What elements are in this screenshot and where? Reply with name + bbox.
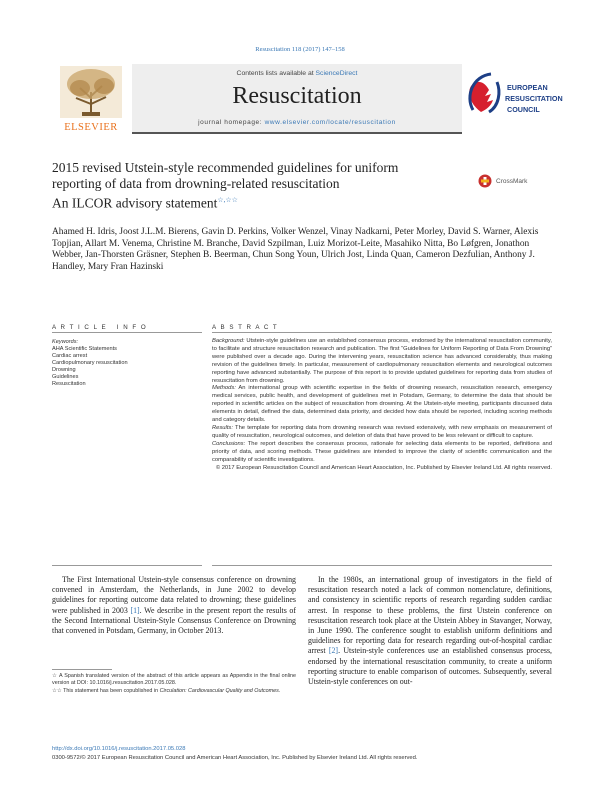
title-line-3-text: An ILCOR advisory statement xyxy=(52,195,218,211)
abstract-results xyxy=(212,425,552,441)
article-title xyxy=(52,160,472,212)
keyword-item: Guidelines xyxy=(52,374,79,380)
crossmark-icon xyxy=(478,174,492,188)
title-footnote-marks[interactable]: ☆,☆☆ xyxy=(217,196,238,204)
footnote-1-mark: ☆ xyxy=(52,673,58,679)
keyword-list xyxy=(52,346,202,388)
contents-prefix: Contents lists available at xyxy=(236,70,316,77)
body-text-a: The First International Utstein-style consensus conference on drowning convened in Amsterdam, the Netherlands, in June 2002 to develop guidelines for reporting outcome data related to drowning; these guidelines were published in 2003 xyxy=(52,575,296,615)
body-column-left xyxy=(52,575,296,636)
erc-line1: EUROPEAN xyxy=(507,83,548,92)
keyword-item: Drowning xyxy=(52,367,76,373)
keyword-item: Cardiopulmonary resuscitation xyxy=(52,360,128,366)
conclusions-text: The report describes the consensus process, rationale for selecting data elements to be reported, definitions and priority of data, and scoring methods. These guidelines are intended to improve the clarity of scientific communication and the comparability of scientific investigations. xyxy=(212,440,552,463)
keyword-item: Cardiac arrest xyxy=(52,353,88,359)
homepage-link[interactable]: www.elsevier.com/locate/resuscitation xyxy=(264,119,396,126)
body-text-b: . We describe in the present report the results of the Second International Utstein-Style Consensus Conference on Drowning that convened in Potsdam, Germany, in October 2013. xyxy=(52,605,296,636)
erc-line2: RESUSCITATION xyxy=(505,94,563,103)
issn-copyright: 0300-9572/© 2017 European Resuscitation Council and American Heart Association, Inc. Published by Elsevier Ireland Ltd. All rights reserved. xyxy=(52,755,418,761)
journal-banner xyxy=(132,64,462,134)
abstract-methods xyxy=(212,385,552,425)
title-line-1: 2015 revised Utstein-style recommended guidelines for uniform xyxy=(52,160,399,175)
reference-link[interactable]: [2] xyxy=(328,646,339,656)
crossmark-label: CrossMark xyxy=(496,177,528,185)
body-paragraph xyxy=(308,575,552,687)
background-label: Background: xyxy=(212,338,245,344)
footnote-2-text-a: This statement has been copublished in xyxy=(61,687,160,694)
body-text-a: In the 1980s, an international group of investigators in the field of resuscitation research noted a lack of common nomenclature, definitions, and consistency in scientific reports of research regarding sudden cardiac arrest. In response to these problems, the first Utstein conference on resuscitation research took place at the Utstein Abbey in Stavanger, Norway, in June 1990. The conference sought to establish uniform definitions and guidelines for reporting data for research regarding out-of-hospital cardiac arrest xyxy=(308,575,552,656)
homepage-prefix: journal homepage: xyxy=(198,119,265,126)
homepage-line xyxy=(132,119,462,126)
abstract-rule xyxy=(212,332,552,333)
footnote-2-mark: ☆☆ xyxy=(52,687,62,694)
sciencedirect-link[interactable]: ScienceDirect xyxy=(315,70,358,77)
article-info-rule xyxy=(52,332,202,333)
reference-link[interactable]: [1] xyxy=(130,605,140,615)
background-text: Utstein-style guidelines use an established consensus process, endorsed by the international resuscitation community, to facilitate and structure resuscitation research and publication. The first “Guidelines for Uniform Reporting of Data From Drowning” were published over a decade ago. During the intervening years, resuscitation science has advanced considerably, thus making revision of the guidelines timely. In particular, measurement of cardiopulmonary resuscitation elements and neurological outcomes reporting have advanced substantially. The purpose of this report is to provide updated guidelines for reporting data from studies of resuscitation from drowning. xyxy=(212,338,552,384)
footnotes xyxy=(52,673,296,695)
article-info-bottom-rule xyxy=(52,565,202,566)
contents-line xyxy=(132,70,462,77)
title-line-3 xyxy=(52,192,472,212)
footnote-1-text: A Spanish translated version of the abstract of this article appears as Appendix in the final online version at DOI: 10.1016/j.resuscitation.2017.05.028. xyxy=(52,673,296,686)
elsevier-wordmark: ELSEVIER xyxy=(64,122,118,133)
footnote-1 xyxy=(52,673,296,687)
footnote-rule xyxy=(52,669,112,670)
keyword-item: AHA Scientific Statements xyxy=(52,346,117,352)
abstract-bottom-rule xyxy=(212,565,552,566)
methods-text: An international group with scientific expertise in the fields of drowning research, resuscitation research, emergency medical services, public health, and development of guidelines met in Potsdam, Germany, to determine the data that should be reported in scientific articles on the subject of resuscitation from drowning. At the Utstein-style meeting, participants discussed data elements in detail, defined the data, determined data priority, and decided how data should be reported, including scoring methods and category details. xyxy=(212,385,552,424)
footnote-2-journal: Circulation: Cardiovascular Quality and Outcomes xyxy=(159,687,279,694)
body-text-b: . Utstein-style conferences use an established consensus process, endorsed by the international resuscitation community, to create a uniform reporting structure to enable comparison of outcomes. Subsequently, several Utstein-style conferences on out- xyxy=(308,646,552,687)
erc-line3: COUNCIL xyxy=(507,105,540,114)
erc-logo xyxy=(463,66,563,132)
title-line-2: reporting of data from drowning-related resuscitation xyxy=(52,176,340,191)
abstract-heading: A B S T R A C T xyxy=(212,324,279,331)
author-list: Ahamed H. Idris, Joost J.L.M. Bierens, Gavin D. Perkins, Volker Wenzel, Vinay Nadkarni, Peter Morley, David S. Warner, Alexis Topjian, Allart M. Venema, Christine M. Branche, David Szpilman, Luiz Morizot-Leite, Masahiko Nitta, Bo Løfgren, Jonathon Webber, Jan-Thorsten Gräsner, Stephen B. Beerman, Chun Song Youn, Ulrich Jost, Linda Quan, Cameron Dezfulian, Anthony J. Handley, Mary Fran Hazinski xyxy=(52,227,539,272)
abstract-background xyxy=(212,338,552,385)
abstract-conclusions xyxy=(212,441,552,465)
journal-citation[interactable]: Resuscitation 118 (2017) 147–158 xyxy=(255,46,345,53)
results-label: Results: xyxy=(212,424,233,431)
conclusions-label: Conclusions: xyxy=(212,440,246,447)
abstract-copyright: © 2017 European Resuscitation Council and American Heart Association, Inc. Published by Elsevier Ireland Ltd. All rights reserved. xyxy=(215,464,552,471)
crossmark-badge[interactable] xyxy=(478,172,548,186)
doi-link[interactable]: http://dx.doi.org/10.1016/j.resuscitation.2017.05.028 xyxy=(52,746,186,752)
keywords-label: Keywords: xyxy=(52,339,79,345)
article-info-heading: A R T I C L E I N F O xyxy=(52,324,148,331)
methods-label: Methods: xyxy=(212,385,236,392)
journal-title: Resuscitation xyxy=(232,83,362,109)
abstract-body xyxy=(212,338,552,472)
body-column-right xyxy=(308,575,552,687)
keyword-item: Resuscitation xyxy=(52,381,86,387)
body-paragraph xyxy=(52,575,296,636)
results-text: The template for reporting data from drowning research was revised extensively, with new emphasis on measurement of quality of resuscitation, neurological outcomes, and deletion of data that have proved to be less relevant or difficult to capture. xyxy=(212,424,552,439)
footnote-2-text-b: . xyxy=(278,687,281,694)
footnote-2 xyxy=(52,688,296,695)
